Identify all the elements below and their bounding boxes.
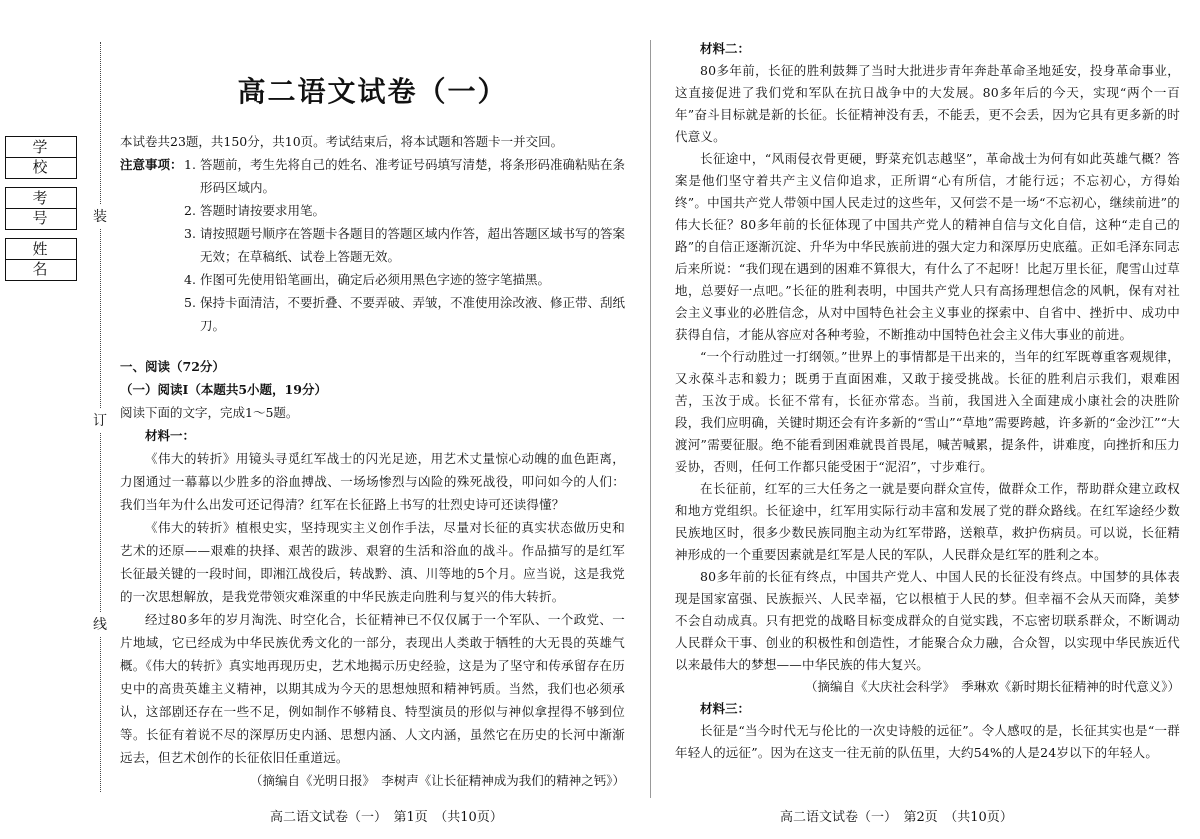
material2-paragraph: 80多年前的长征有终点，中国共产党人、中国人民的长征没有终点。中国梦的具体表现是国家富强、民族振兴、人民幸福，它以根植于人民的梦。但幸福不会从天而降，美梦不会自动成真。只有把党的战略目标变成群众的自觉实践，不忘密切联系群众，不断调动人民群众干事、创业的积极性和创造性，才能聚合众力融，合众智，以实现中华民族近代以来最伟大的梦想——中华民族的伟大复兴。	[675, 569, 1180, 672]
reading-instruction: 阅读下面的文字，完成1～5题。	[120, 405, 299, 420]
notice-text: 保持卡面清洁，不要折叠、不要弄破、弄皱，不准使用涂改液、修正带、刮纸刀。	[200, 295, 626, 333]
material1-source: （摘编自《光明日报》 李树声《让长征精神成为我们的精神之钙》）	[249, 773, 625, 788]
material2-paragraph: “一个行动胜过一打纲领。”世界上的事情都是干出来的，当年的红军既尊重客观规律，又永葆斗志和毅力；既勇于直面困难，又敢于接受挑战。长征的胜利启示我们，艰难困苦，玉汝于成。长征不常有，长征亦常态。当前，我国进入全面建成小康社会的决胜阶段，我们应明确，关键时期还会有许多新的“雪山”“草地”需要跨越，许多新的“金沙江”“大渡河”需要征服。绝不能看到困难就畏首畏尾，喊苦喊累，提条件，讲难度，向挫折和压力妥协，否则，任何工作都只能受困于“泥沼”，寸步难行。	[675, 349, 1180, 474]
left-column	[120, 130, 625, 792]
notice-label: 注意事项：	[120, 157, 183, 172]
notice-item	[184, 199, 625, 222]
right-column	[675, 38, 1180, 764]
material2-paragraph: 在长征前，红军的三大任务之一就是要向群众宣传，做群众工作，帮助群众建立政权和地方党组织。长征途中，红军用实际行动丰富和发展了党的群众路线。在红军途经少数民族地区时，很多少数民族同胞主动为红军带路，送粮草，救护伤病员。可以说，长征精神形成的一个重要因素就是红军是人民的军队，人民群众是红军的胜利之本。	[675, 481, 1180, 562]
exam-intro: 本试卷共23题，共150分，共10页。考试结束后，将本试题和答题卡一并交回。	[120, 134, 564, 149]
exam-number-box	[5, 187, 77, 230]
notice-text: 答题时请按要求用笔。	[200, 203, 326, 218]
section-heading: 一、阅读（72分）	[120, 359, 225, 374]
notice-num: 1.	[184, 157, 196, 172]
material1-paragraph: 《伟大的转折》用镜头寻觅红军战士的闪光足迹，用艺术丈量惊心动魄的血色距离，力图通过一幕幕以少胜多的浴血搏战、一场场惨烈与凶险的殊死战役，叩问如今的人们：我们当年为什么出发可还记得清？红军在长征路上书写的壮烈史诗可还读得懂？	[120, 451, 625, 512]
notice-list	[184, 153, 625, 337]
binding-char-xian: 线	[93, 612, 107, 636]
notice-num: 5.	[184, 295, 196, 310]
notice-item	[184, 153, 625, 199]
material3-label: 材料三：	[700, 701, 751, 716]
name-label: 姓 名	[6, 239, 76, 260]
material1-paragraph: 《伟大的转折》植根史实，坚持现实主义创作手法，尽量对长征的真实状态做历史和艺术的还原——艰难的抉择、艰苦的跋涉、艰窘的生活和浴血的战斗。作品描写的是红军长征最关键的一段时间，即湘江战役后，转战黔、滇、川等地的5个月。应当说，这是我党的一次思想解放，是我党带领灾难深重的中华民族走向胜利与复兴的伟大转折。	[120, 520, 625, 604]
school-label: 学 校	[6, 137, 76, 158]
school-box	[5, 136, 77, 179]
notice-num: 3.	[184, 226, 196, 241]
notice-text: 请按照题号顺序在答题卡各题目的答题区域内作答，超出答题区域书写的答案无效；在草稿纸、试卷上答题无效。	[200, 226, 626, 264]
material2-paragraph: 80多年前，长征的胜利鼓舞了当时大批进步青年奔赴革命圣地延安，投身革命事业，这直接促进了我们党和军队在抗日战争中的大发展。80多年后的今天，实现“两个一百年”奋斗目标就是新的长征。长征精神没有丢，不能丢，更不会丢，因为它具有更多新的时代意义。	[675, 63, 1180, 144]
exam-number-label: 考 号	[6, 188, 76, 209]
notice-text: 作图可先使用铅笔画出，确定后必须用黑色字迹的签字笔描黑。	[200, 272, 551, 287]
material1-label: 材料一：	[145, 428, 196, 443]
material3-paragraph: 长征是“当今时代无与伦比的一次史诗般的远征”。令人感叹的是，长征其实也是“一群年轻人的远征”。因为在这支一往无前的队伍里，大约54%的人是24岁以下的年轻人。	[675, 723, 1180, 760]
page-footer-right: 高二语文试卷（一） 第2页 （共10页）	[780, 810, 1013, 825]
column-divider	[650, 40, 651, 798]
page-footer-left: 高二语文试卷（一） 第1页 （共10页）	[270, 810, 503, 825]
notice-item	[184, 268, 625, 291]
notice-item	[184, 291, 625, 337]
subsection-heading: （一）阅读Ⅰ（本题共5小题，19分）	[120, 382, 327, 397]
notice-block	[120, 153, 625, 337]
material1-paragraph: 经过80多年的岁月淘洗、时空化合，长征精神已不仅仅属于一个军队、一个政党、一片地域，它已经成为中华民族优秀文化的一部分，表现出人类敢于牺牲的大无畏的英雄气概。《伟大的转折》真实地再现历史，艺术地揭示历史经验，这是为了坚守和传承留存在历史中的高贵英雄主义精神，以期其成为今天的思想烛照和精神钙质。当然，我们也必须承认，这部剧还存在一些不足，例如制作不够精良、特型演员的形似与神似拿捏得不够到位等。长征有着说不尽的深厚历史内涵、思想内涵、人文内涵，虽然它在历史的长河中渐渐远去，但艺术创作的长征依旧任重道远。	[120, 612, 625, 765]
notice-item	[184, 222, 625, 268]
binding-char-zhuang: 装	[93, 204, 107, 228]
material2-paragraph: 长征途中，“风雨侵衣骨更硬，野菜充饥志越坚”，革命战士为何有如此英雄气概？答案是他们坚守着共产主义信仰追求，正所谓“心有所信，才能行远；不忘初心，方得始终”。中国共产党人带领中国人民走过的这些年，又何尝不是一场“不忘初心，继续前进”的伟大长征？80多年前的长征体现了中国共产党人的精神自信与文化自信，这种“走自己的路”的自信正逐渐沉淀、升华为中华民族前进的强大定力和深厚历史底蕴。正如毛泽东同志后来所说：“我们现在遇到的困难不算很大，有什么了不起呀！比起万里长征，爬雪山过草地，总要好一点吧。”长征的胜利表明，中国共产党人只有高扬理想信念的风帆，保有对社会主义事业的必胜信念，从对中国特色社会主义事业的探索中、自省中、挫折中、成功中获得自信，才能从容应对各种考验，不断推动中国特色社会主义伟大事业的前进。	[675, 151, 1180, 342]
exam-title: 高二语文试卷（一）	[237, 75, 508, 108]
notice-num: 4.	[184, 272, 196, 287]
notice-text: 答题前，考生先将自己的姓名、准考证号码填写清楚，将条形码准确粘贴在条形码区域内。	[200, 157, 626, 195]
material2-label: 材料二：	[700, 41, 751, 56]
name-box	[5, 238, 77, 281]
notice-num: 2.	[184, 203, 196, 218]
binding-char-ding: 订	[93, 408, 107, 432]
material2-source: （摘编自《大庆社会科学》 季琳欢《新时期长征精神的时代意义》）	[804, 679, 1180, 694]
